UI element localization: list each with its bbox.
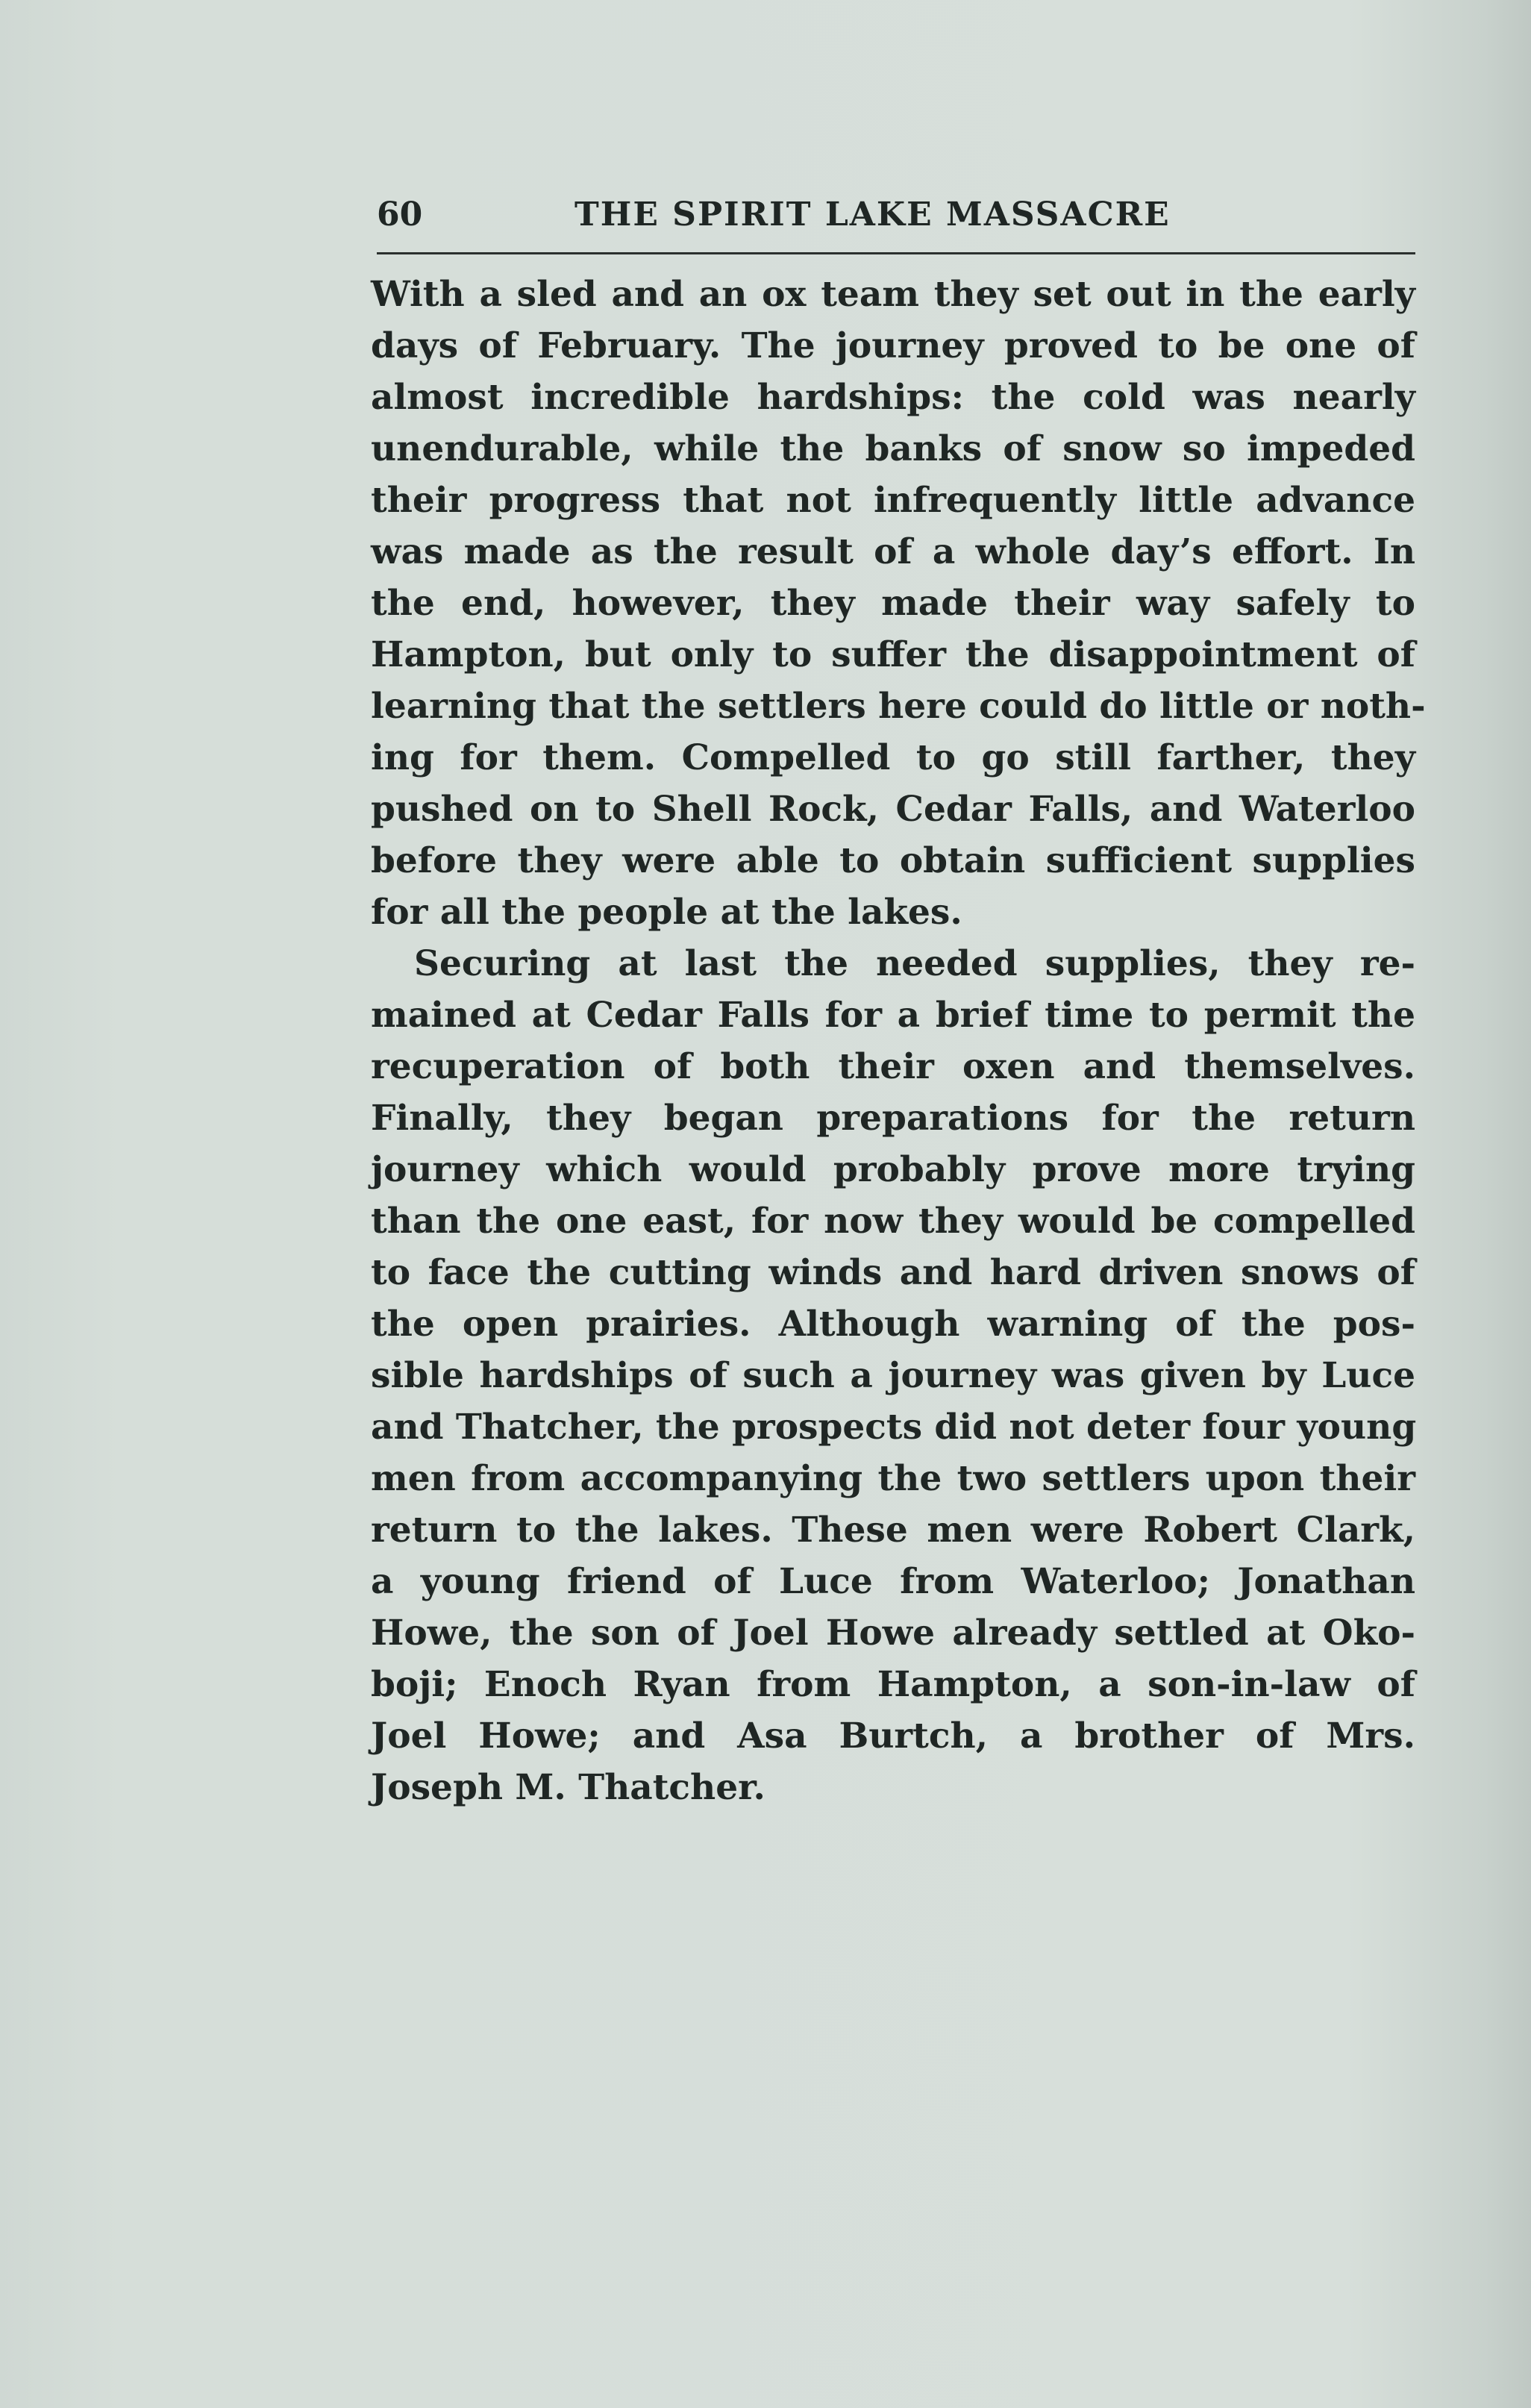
text-line: boji; Enoch Ryan from Hampton, a son-in-law of (371, 1664, 1415, 1705)
text-line: days of February. The journey proved to be one of (371, 325, 1415, 366)
text-line: Securing at last the needed supplies, they re- (414, 943, 1415, 984)
page-header (377, 193, 1415, 254)
text-line: mained at Cedar Falls for a brief time to permit the (371, 995, 1415, 1036)
text-line: and Thatcher, the prospects did not deter four young (371, 1407, 1417, 1448)
running-head: THE SPIRIT LAKE MASSACRE (574, 196, 1171, 234)
text-line: their progress that not infrequently little advance (371, 480, 1415, 521)
text-line: Joseph M. Thatcher. (371, 1767, 766, 1808)
text-line: Howe, the son of Joel Howe already settled at Oko- (371, 1613, 1415, 1654)
text-line: learning that the settlers here could do little or noth- (371, 686, 1426, 727)
text-line: Hampton, but only to suffer the disappointment of (371, 634, 1415, 675)
text-line: Joel Howe; and Asa Burtch, a brother of Mrs. (371, 1716, 1415, 1757)
text-line: pushed on to Shell Rock, Cedar Falls, and Waterloo (371, 789, 1415, 830)
text-line: a young friend of Luce from Waterloo; Jonathan (371, 1561, 1415, 1602)
text-line: With a sled and an ox team they set out in the early (371, 274, 1415, 315)
body-text (371, 269, 1426, 1813)
text-line: journey which would probably prove more trying (371, 1149, 1415, 1190)
text-line: almost incredible hardships: the cold was nearly (371, 377, 1415, 418)
text-line: the end, however, they made their way safely to (371, 583, 1415, 624)
text-line: was made as the result of a whole day’s effort. In (371, 531, 1415, 572)
text-line: sible hardships of such a journey was given by Luce (371, 1355, 1415, 1396)
text-line: unendurable, while the banks of snow so impeded (371, 428, 1415, 469)
text-line: ing for them. Compelled to go still farther, they (371, 737, 1415, 778)
text-line: Finally, they began preparations for the return (371, 1098, 1415, 1139)
text-line: the open prairies. Although warning of the pos- (371, 1304, 1415, 1345)
text-line: before they were able to obtain sufficient supplies (371, 840, 1415, 881)
text-line: for all the people at the lakes. (371, 892, 962, 933)
text-line: recuperation of both their oxen and themselves. (371, 1046, 1415, 1087)
paragraph-1 (371, 269, 1426, 938)
page-number: 60 (377, 196, 423, 234)
text-line: return to the lakes. These men were Robert Clark, (371, 1510, 1415, 1551)
text-line: to face the cutting winds and hard driven snows of (371, 1252, 1415, 1293)
text-line: than the one east, for now they would be compelled (371, 1201, 1415, 1242)
paragraph-2 (371, 938, 1415, 1813)
text-line: men from accompanying the two settlers upon their (371, 1458, 1415, 1499)
